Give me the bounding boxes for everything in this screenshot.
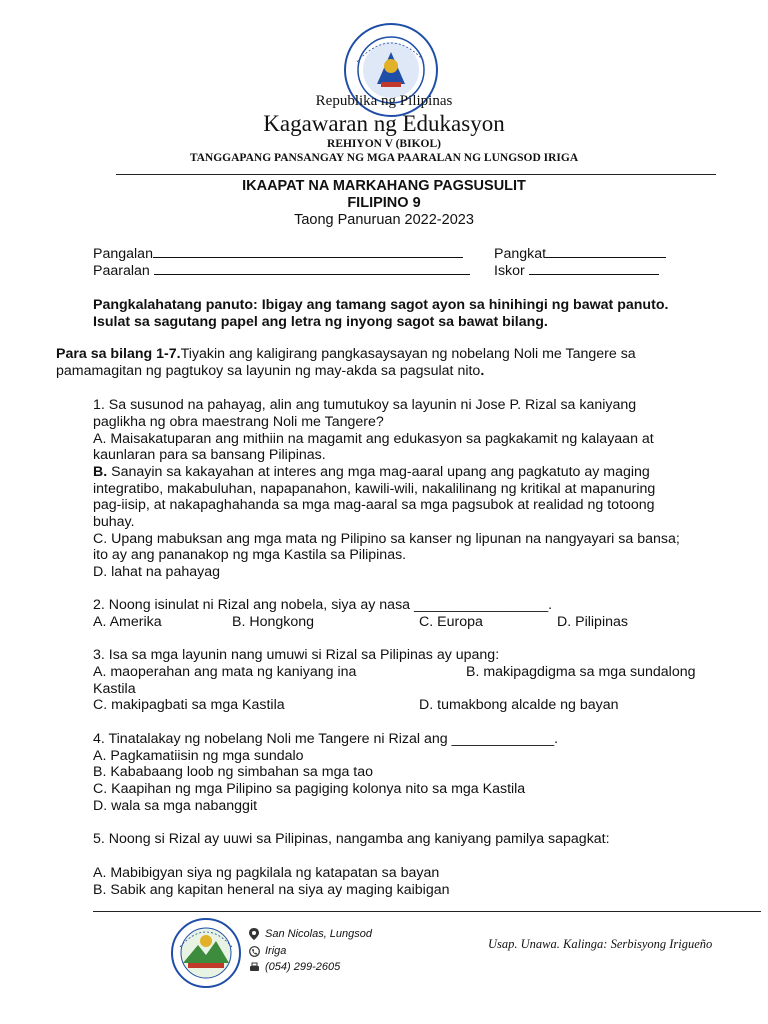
q4-option-a: A. Pagkamatiisin ng mga sundalo — [93, 748, 304, 764]
q4-option-d: D. wala sa mga nabanggit — [93, 798, 258, 814]
instructions-line-2: Isulat sa sagutang papel ang letra ng inyong sagot sa bawat bilang. — [93, 314, 548, 330]
division-logo-icon — [170, 917, 242, 989]
score-label: Iskor — [494, 263, 525, 279]
q5-option-b: B. Sabik ang kapitan heneral na siya ay maging kaibigan — [93, 882, 450, 898]
q3-option-b-1: B. makipagdigma sa mga sundalong — [466, 664, 696, 680]
q1-option-d: D. lahat na pahayag — [93, 564, 220, 580]
q1-option-b-4: buhay. — [93, 514, 135, 530]
header-rule — [116, 174, 716, 175]
section-text-2: pamamagitan ng pagtukoy sa layunin ng may-akda sa pagsulat nito — [56, 363, 481, 379]
section-text: Tiyakin ang kaligirang pangkasaysayan ng nobelang Noli me Tangere sa — [180, 346, 636, 362]
q3-option-c: C. makipagbati sa mga Kastila — [93, 697, 285, 713]
q4-option-b: B. Kababaang loob ng simbahan sa mga tao — [93, 764, 374, 780]
q5-option-a: A. Mabibigyan siya ng pagkilala ng katapatan sa bayan — [93, 865, 440, 881]
q1-stem-1: 1. Sa susunod na pahayag, alin ang tumutukoy sa layunin ni Jose P. Rizal sa kaniyang — [93, 397, 637, 413]
score-field[interactable] — [494, 261, 659, 280]
q3-stem: 3. Isa sa mga layunin nang umuwi si Rizal sa Pilipinas ay upang: — [93, 647, 500, 663]
phone-icon — [249, 944, 260, 955]
q4-option-c: C. Kaapihan ng mga Pilipino sa pagiging kolonya nito sa mga Kastila — [93, 781, 526, 797]
region-line: REHIYON V (BIKOL) — [327, 138, 441, 150]
q2-option-a: A. Amerika — [93, 614, 162, 630]
q1-option-c-1: C. Upang mabuksan ang mga mata ng Pilipino sa kanser ng lipunan na nangyayari sa bansa; — [93, 531, 680, 547]
fax-icon — [249, 960, 260, 971]
name-label: Pangalan — [93, 246, 153, 262]
school-field[interactable] — [93, 261, 470, 280]
location-icon — [249, 927, 259, 939]
q2-option-c: C. Europa — [419, 614, 483, 630]
group-label: Pangkat — [494, 246, 547, 262]
section-lead: Para sa bilang 1-7. — [56, 346, 181, 362]
school-label: Paaralan — [93, 263, 150, 279]
exam-title: IKAAPAT NA MARKAHANG PAGSUSULIT — [242, 178, 526, 194]
q3-option-b-2: Kastila — [93, 681, 136, 697]
division-logo — [170, 917, 242, 989]
address-line-2: Iriga — [265, 945, 287, 957]
q3-option-a: A. maoperahan ang mata ng kaniyang ina — [93, 664, 357, 680]
footer-rule — [93, 911, 761, 912]
q2-stem: 2. Noong isinulat ni Rizal ang nobela, siya ay nasa _________________. — [93, 597, 553, 613]
q1-option-b-2: integratibo, makabuluhan, napapanahon, kawili-wili, nakalilinang ng kritikal at mapanuring — [93, 481, 656, 497]
republic-line: Republika ng Pilipinas — [315, 93, 453, 109]
q1-option-b-1: B. Sanayin sa kakayahan at interes ang mga mag-aaral upang ang pagkatuto ay maging — [93, 464, 650, 480]
q1-option-b-3: pag-iisip, at nakapaghahanda sa mga mag-aaral sa mga pagsubok at realidad ng totoong — [93, 497, 655, 513]
q4-stem: 4. Tinatalakay ng nobelang Noli me Tangere ni Rizal ang _____________. — [93, 731, 559, 747]
instructions-line-1: Pangkalahatang panuto: Ibigay ang tamang sagot ayon sa hinihingi ng bawat panuto. — [93, 297, 669, 313]
q1-option-a-1: A. Maisakatuparan ang mithiin na magamit ang edukasyon sa pagkakamit ng kalayaan at — [93, 431, 654, 447]
q5-stem: 5. Noong si Rizal ay uuwi sa Pilipinas, nangamba ang kaniyang pamilya sapagkat: — [93, 831, 610, 847]
division-office: TANGGAPANG PANSANGAY NG MGA PAARALAN NG LUNGSOD IRIGA — [189, 152, 579, 164]
q2-option-b: B. Hongkong — [232, 614, 315, 630]
q1-stem-2: paglikha ng obra maestrang Noli me Tangere? — [93, 414, 384, 430]
exam-subject: FILIPINO 9 — [347, 195, 421, 211]
department-name: Kagawaran ng Edukasyon — [263, 111, 505, 136]
section-intro-line-1 — [56, 346, 636, 363]
q1-option-c-2: ito ay ang pananakop ng mga Kastila sa Pilipinas. — [93, 547, 407, 563]
section-intro-line-2: pamamagitan ng pagtukoy sa layunin ng may-akda sa pagsulat nito. — [56, 363, 485, 379]
school-year: Taong Panuruan 2022-2023 — [294, 212, 474, 228]
q2-option-d: D. Pilipinas — [557, 614, 628, 630]
q1-option-a-2: kaunlaran para sa bansang Pilipinas. — [93, 447, 326, 463]
division-motto: Usap. Unawa. Kalinga: Serbisyong Irigueño — [488, 937, 713, 951]
address-line-1: San Nicolas, Lungsod — [265, 928, 373, 940]
q3-option-d: D. tumakbong alcalde ng bayan — [419, 697, 619, 713]
phone-number: (054) 299-2605 — [265, 961, 341, 973]
